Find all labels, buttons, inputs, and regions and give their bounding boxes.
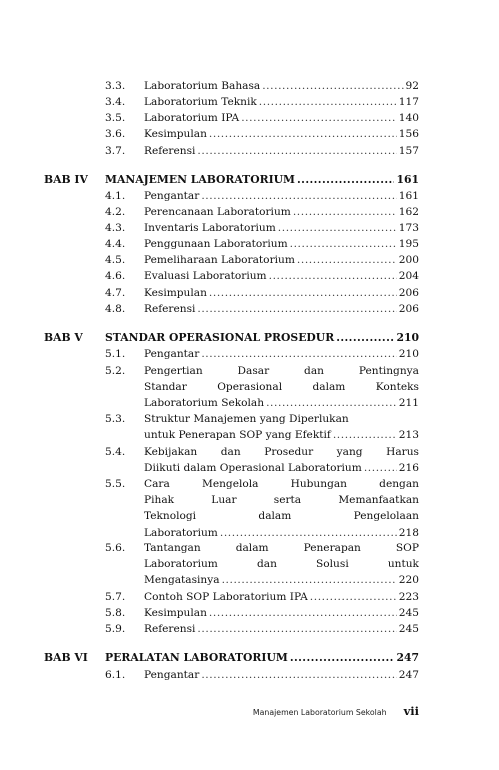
section-title-line: Tantangan dalam Penerapan SOP bbox=[144, 542, 419, 554]
section-title: Perencanaan Laboratorium bbox=[144, 206, 291, 218]
section-number: 4.3. bbox=[105, 222, 126, 234]
toc-entry-6-1[interactable] bbox=[105, 667, 419, 683]
page-number: 195 bbox=[398, 238, 419, 250]
page-number: 173 bbox=[398, 222, 419, 234]
dot-leader bbox=[259, 94, 397, 110]
section-number: 4.2. bbox=[105, 206, 126, 218]
dot-leader bbox=[197, 621, 396, 637]
section-title: Kesimpulan bbox=[144, 128, 207, 140]
chapter-number: BAB V bbox=[44, 331, 83, 344]
toc-entry-3-3[interactable] bbox=[105, 78, 419, 94]
section-title-line: Teknologi dalam Pengelolaan bbox=[144, 510, 419, 523]
dot-leader bbox=[220, 525, 397, 541]
toc-entry-5-4[interactable] bbox=[105, 444, 419, 476]
page-number: 245 bbox=[398, 607, 419, 619]
section-number: 5.8. bbox=[105, 607, 126, 619]
toc-entry-5-1[interactable] bbox=[105, 346, 419, 362]
toc-entry-5-2[interactable] bbox=[105, 363, 419, 412]
folio-page-number: vii bbox=[403, 704, 419, 718]
toc-entry-3-7[interactable] bbox=[105, 143, 419, 159]
dot-leader bbox=[266, 395, 397, 411]
section-number: 5.9. bbox=[105, 623, 126, 635]
section-title-line: Pihak Luar serta Memanfaatkan bbox=[144, 494, 419, 507]
section-number: 5.2. bbox=[105, 365, 126, 377]
section-title-line: Standar Operasional dalam Konteks bbox=[144, 381, 419, 394]
dot-leader bbox=[209, 285, 397, 301]
chapter-number: BAB IV bbox=[44, 173, 88, 186]
chapter-number: BAB VI bbox=[44, 651, 88, 664]
section-title: Mengatasinya bbox=[144, 574, 220, 587]
chapter-title: MANAJEMEN LABORATORIUM bbox=[105, 173, 296, 186]
section-number: 5.6. bbox=[105, 542, 126, 554]
page-number: 156 bbox=[398, 128, 419, 140]
section-title: Referensi bbox=[144, 623, 196, 635]
page-number: 220 bbox=[398, 574, 419, 587]
toc-entry-4-5[interactable] bbox=[105, 252, 419, 268]
page-number: 210 bbox=[398, 348, 419, 360]
section-title-line: Kebijakan dan Prosedur yang Harus bbox=[144, 446, 419, 458]
dot-leader bbox=[209, 605, 397, 621]
section-title: Laboratorium Teknik bbox=[144, 96, 257, 108]
section-title: Contoh SOP Laboratorium IPA bbox=[144, 591, 308, 603]
toc-entry-4-1[interactable] bbox=[105, 188, 419, 204]
section-number: 5.5. bbox=[105, 478, 126, 490]
toc-entry-5-6[interactable] bbox=[105, 540, 419, 589]
dot-leader bbox=[201, 667, 396, 683]
section-title: Kesimpulan bbox=[144, 287, 207, 299]
page-number: 161 bbox=[396, 173, 419, 186]
dot-leader bbox=[209, 126, 397, 142]
section-title: Inventaris Laboratorium bbox=[144, 222, 276, 234]
toc-entry-4-6[interactable] bbox=[105, 268, 419, 284]
page-number: 204 bbox=[398, 270, 419, 282]
toc-chapter-4[interactable] bbox=[44, 172, 419, 188]
section-number: 3.4. bbox=[105, 96, 126, 108]
toc-entry-4-4[interactable] bbox=[105, 236, 419, 252]
dot-leader bbox=[333, 427, 397, 443]
section-number: 5.1. bbox=[105, 348, 126, 360]
section-title: Referensi bbox=[144, 145, 196, 157]
section-title-line: Struktur Manajemen yang Diperlukan bbox=[144, 413, 349, 425]
section-number: 4.5. bbox=[105, 254, 126, 266]
section-title: Laboratorium IPA bbox=[144, 112, 240, 124]
section-title: Referensi bbox=[144, 303, 196, 315]
page-number: 161 bbox=[398, 190, 419, 202]
toc-chapter-5[interactable] bbox=[44, 330, 419, 346]
dot-leader bbox=[278, 220, 397, 236]
toc-entry-5-9[interactable] bbox=[105, 621, 419, 637]
dot-leader bbox=[310, 589, 397, 605]
dot-leader bbox=[262, 78, 403, 94]
page-number: 157 bbox=[398, 145, 419, 157]
page-number: 211 bbox=[398, 397, 419, 410]
dot-leader bbox=[293, 204, 397, 220]
dot-leader bbox=[290, 650, 395, 666]
section-title: untuk Penerapan SOP yang Efektif bbox=[144, 429, 331, 442]
dot-leader bbox=[197, 143, 396, 159]
section-number: 6.1. bbox=[105, 669, 126, 681]
section-number: 3.7. bbox=[105, 145, 126, 157]
page-number: 247 bbox=[398, 669, 419, 681]
toc-entry-5-5[interactable] bbox=[105, 476, 419, 541]
page-number: 162 bbox=[398, 206, 419, 218]
toc-entry-3-5[interactable] bbox=[105, 110, 419, 126]
dot-leader bbox=[197, 301, 396, 317]
page-footer bbox=[253, 704, 419, 718]
page-number: 200 bbox=[398, 254, 419, 266]
page-number: 213 bbox=[398, 429, 419, 442]
dot-leader bbox=[269, 268, 397, 284]
page-number: 210 bbox=[396, 331, 419, 344]
toc-entry-4-7[interactable] bbox=[105, 285, 419, 301]
dot-leader bbox=[201, 188, 396, 204]
section-title: Pengantar bbox=[144, 348, 200, 360]
section-title: Pemeliharaan Laboratorium bbox=[144, 254, 295, 266]
toc-entry-4-2[interactable] bbox=[105, 204, 419, 220]
section-title: Kesimpulan bbox=[144, 607, 207, 619]
page-number: 218 bbox=[398, 526, 419, 539]
section-number: 4.4. bbox=[105, 238, 126, 250]
toc-entry-4-3[interactable] bbox=[105, 220, 419, 236]
page-number: 206 bbox=[398, 303, 419, 315]
section-number: 4.7. bbox=[105, 287, 126, 299]
dot-leader bbox=[364, 460, 397, 476]
section-title-line: Pengertian Dasar dan Pentingnya bbox=[144, 365, 419, 377]
page-number: 245 bbox=[398, 623, 419, 635]
section-title: Pengantar bbox=[144, 190, 200, 202]
section-number: 3.6. bbox=[105, 128, 126, 140]
chapter-title: STANDAR OPERASIONAL PROSEDUR bbox=[105, 331, 335, 344]
section-title: Diikuti dalam Operasional Laboratorium bbox=[144, 462, 362, 475]
dot-leader bbox=[241, 110, 397, 126]
section-number: 5.7. bbox=[105, 591, 126, 603]
page-number: 206 bbox=[398, 287, 419, 299]
page-number: 117 bbox=[398, 96, 419, 108]
toc-chapter-6[interactable] bbox=[44, 650, 419, 666]
page-number: 92 bbox=[405, 80, 419, 92]
section-number: 5.4. bbox=[105, 446, 126, 458]
section-title-line: Cara Mengelola Hubungan dengan bbox=[144, 478, 419, 490]
section-title: Laboratorium Bahasa bbox=[144, 80, 261, 92]
dot-leader bbox=[290, 236, 397, 252]
section-title: Laboratorium Sekolah bbox=[144, 397, 265, 410]
toc-entry-3-4[interactable] bbox=[105, 94, 419, 110]
chapter-title: PERALATAN LABORATORIUM bbox=[105, 651, 288, 664]
section-title: Evaluasi Laboratorium bbox=[144, 270, 267, 282]
page-number: 216 bbox=[398, 462, 419, 475]
dot-leader bbox=[201, 346, 396, 362]
dot-leader bbox=[297, 172, 394, 188]
section-title: Laboratorium bbox=[144, 526, 218, 539]
section-number: 4.8. bbox=[105, 303, 126, 315]
running-title: Manajemen Laboratorium Sekolah bbox=[252, 708, 387, 717]
page-number: 140 bbox=[398, 112, 419, 124]
section-number: 4.1. bbox=[105, 190, 126, 202]
section-title: Penggunaan Laboratorium bbox=[144, 238, 288, 250]
page-number: 247 bbox=[396, 651, 419, 664]
toc-entry-3-6[interactable] bbox=[105, 126, 419, 142]
dot-leader bbox=[222, 572, 397, 588]
section-number: 3.3. bbox=[105, 80, 126, 92]
dot-leader bbox=[297, 252, 397, 268]
toc-entry-5-8[interactable] bbox=[105, 605, 419, 621]
dot-leader bbox=[336, 330, 394, 346]
toc-entry-5-3[interactable] bbox=[105, 411, 419, 443]
section-title-line: Laboratorium dan Solusi untuk bbox=[144, 558, 419, 571]
section-number: 5.3. bbox=[105, 413, 126, 425]
toc-entry-5-7[interactable] bbox=[105, 589, 419, 605]
section-title: Pengantar bbox=[144, 669, 200, 681]
section-number: 3.5. bbox=[105, 112, 126, 124]
section-number: 4.6. bbox=[105, 270, 126, 282]
page-number: 223 bbox=[398, 591, 419, 603]
toc-entry-4-8[interactable] bbox=[105, 301, 419, 317]
